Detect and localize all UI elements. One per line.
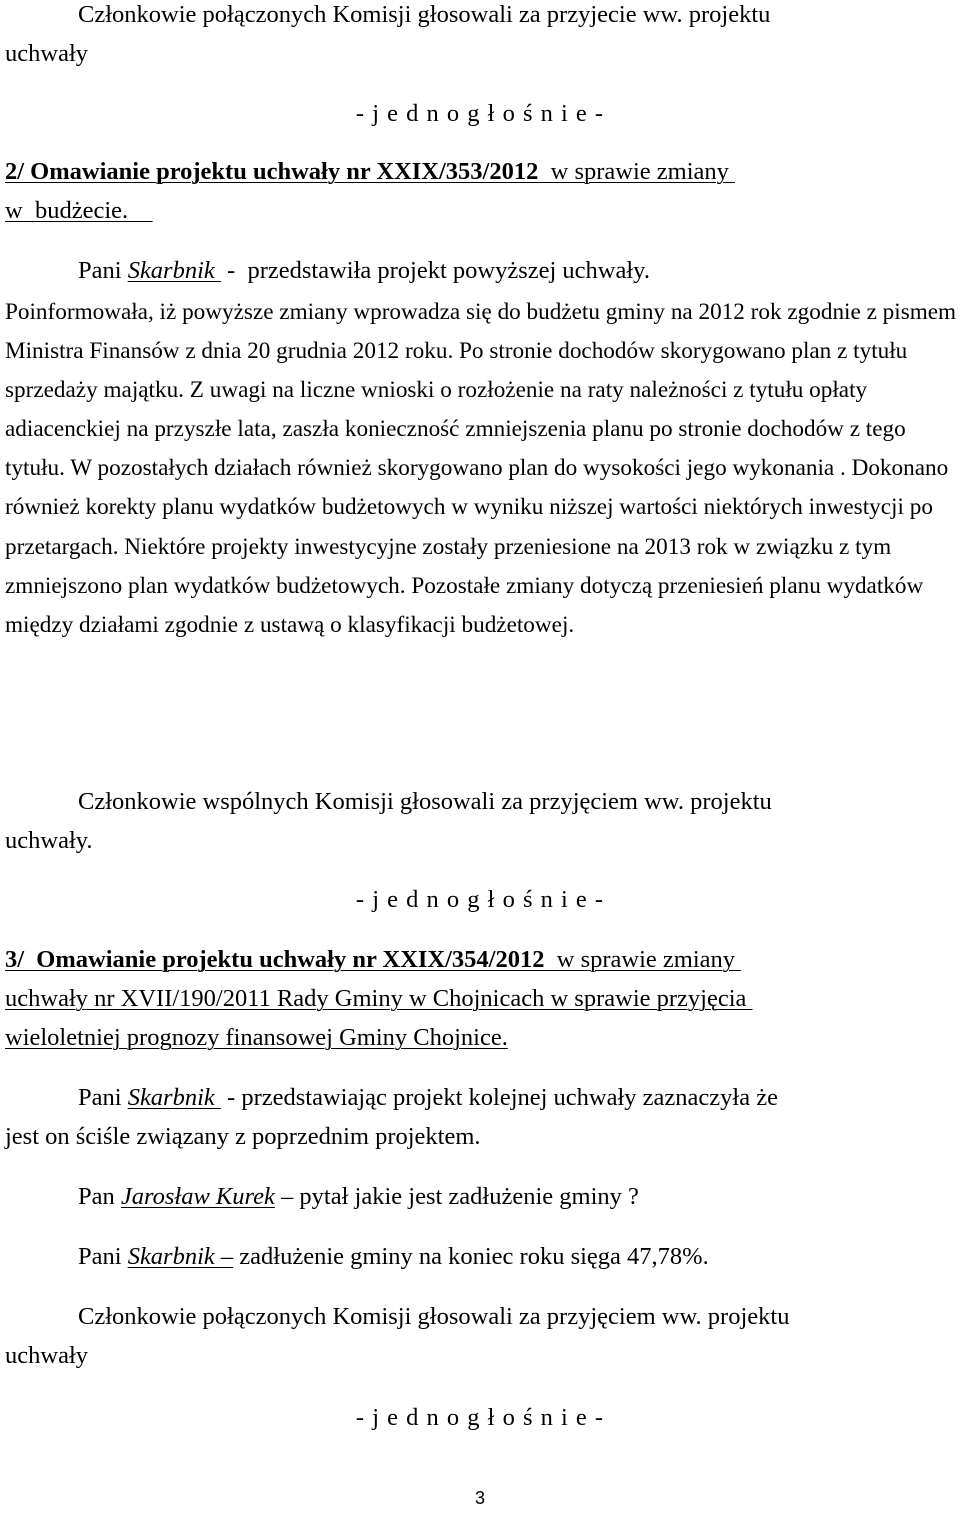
speaker-name: Skarbnik xyxy=(127,257,221,284)
speaker-name: Skarbnik xyxy=(127,1084,221,1111)
members-vote-line-cont: uchwały xyxy=(5,1342,88,1369)
members-vote-line-cont: uchwały. xyxy=(5,827,93,854)
statement-prefix: Pani xyxy=(78,1243,128,1270)
speaker-name: Skarbnik – xyxy=(127,1243,234,1270)
section2-heading-subject: w sprawie zmiany xyxy=(538,158,735,185)
members-vote-line: Członkowie wspólnych Komisji głosowali za przyjęciem ww. projektu xyxy=(78,788,772,815)
skarbnik-statement-cont: jest on ściśle związany z poprzednim projektem. xyxy=(5,1123,481,1150)
members-vote-line: Członkowie połączonych Komisji głosowali za przyjecie ww. projektu xyxy=(78,1,771,28)
section3-heading xyxy=(5,945,741,975)
skarbnik-answer xyxy=(78,1242,709,1272)
members-vote-line: Członkowie połączonych Komisji głosowali za przyjęciem ww. projektu xyxy=(78,1303,790,1330)
section3-heading-cont: wieloletniej prognozy finansowej Gminy Chojnice. xyxy=(5,1024,508,1051)
intro-text: - przedstawiła projekt powyższej uchwały. xyxy=(220,257,650,284)
section2-heading-cont: w budżecie. xyxy=(5,197,153,224)
kurek-question xyxy=(78,1182,639,1212)
unanimous-label: - j e d n o g ł o ś n i e - xyxy=(355,1404,605,1431)
unanimous-label: - j e d n o g ł o ś n i e - xyxy=(355,100,605,127)
section3-heading-title: 3/ Omawianie projektu uchwały nr XXIX/354/2012 xyxy=(5,946,545,973)
members-vote-line-cont: uchwały xyxy=(5,40,88,67)
skarbnik-statement xyxy=(78,1083,778,1113)
statement-text: – pytał jakie jest zadłużenie gminy ? xyxy=(274,1183,639,1210)
section2-body-paragraph: Poinformowała, iż powyższe zmiany wprowadza się do budżetu gminy na 2012 rok zgodnie z pismem Ministra Finansów z dnia 20 grudnia 2012 roku. Po stronie dochodów skorygowano plan z tytułu sprzedaży majątku. Z uwagi na liczne wnioski o rozłożenie na raty należności z tytułu opłaty adiacenckiej na przyszłe lata, zaszła konieczność zmniejszenia planu po stronie dochodów z tego tytułu. W pozostałych działach również skorygowano plan do wysokości jego wykonania . Dokonano również korekty planu wydatków budżetowych w wyniku niższej wartości niektórych inwestycji po przetargach. Niektóre projekty inwestycyjne zostały przeniesione na 2013 rok w związku z tym zmniejszono plan wydatków budżetowych. Pozostałe zmiany dotyczą przeniesień planu wydatków między działami zgodnie z ustawą o klasyfikacji budżetowej. xyxy=(5,299,957,638)
statement-prefix: Pan xyxy=(78,1183,121,1210)
unanimous-label: - j e d n o g ł o ś n i e - xyxy=(355,886,605,913)
section2-heading xyxy=(5,157,735,187)
section3-heading-subject: w sprawie zmiany xyxy=(544,946,742,973)
intro-prefix: Pani xyxy=(78,257,128,284)
section2-intro xyxy=(78,256,650,286)
statement-text: zadłużenie gminy na koniec roku sięga 47,78%. xyxy=(233,1243,709,1270)
page-number: 3 xyxy=(474,1488,485,1508)
section2-heading-title: 2/ Omawianie projektu uchwały nr XXIX/353/2012 xyxy=(5,158,539,185)
section3-heading-cont: uchwały nr XVII/190/2011 Rady Gminy w Chojnicach w sprawie przyjęcia xyxy=(5,985,753,1012)
statement-prefix: Pani xyxy=(78,1084,128,1111)
statement-text: - przedstawiając projekt kolejnej uchwały zaznaczyła że xyxy=(220,1084,778,1111)
speaker-name: Jarosław Kurek xyxy=(120,1183,275,1210)
